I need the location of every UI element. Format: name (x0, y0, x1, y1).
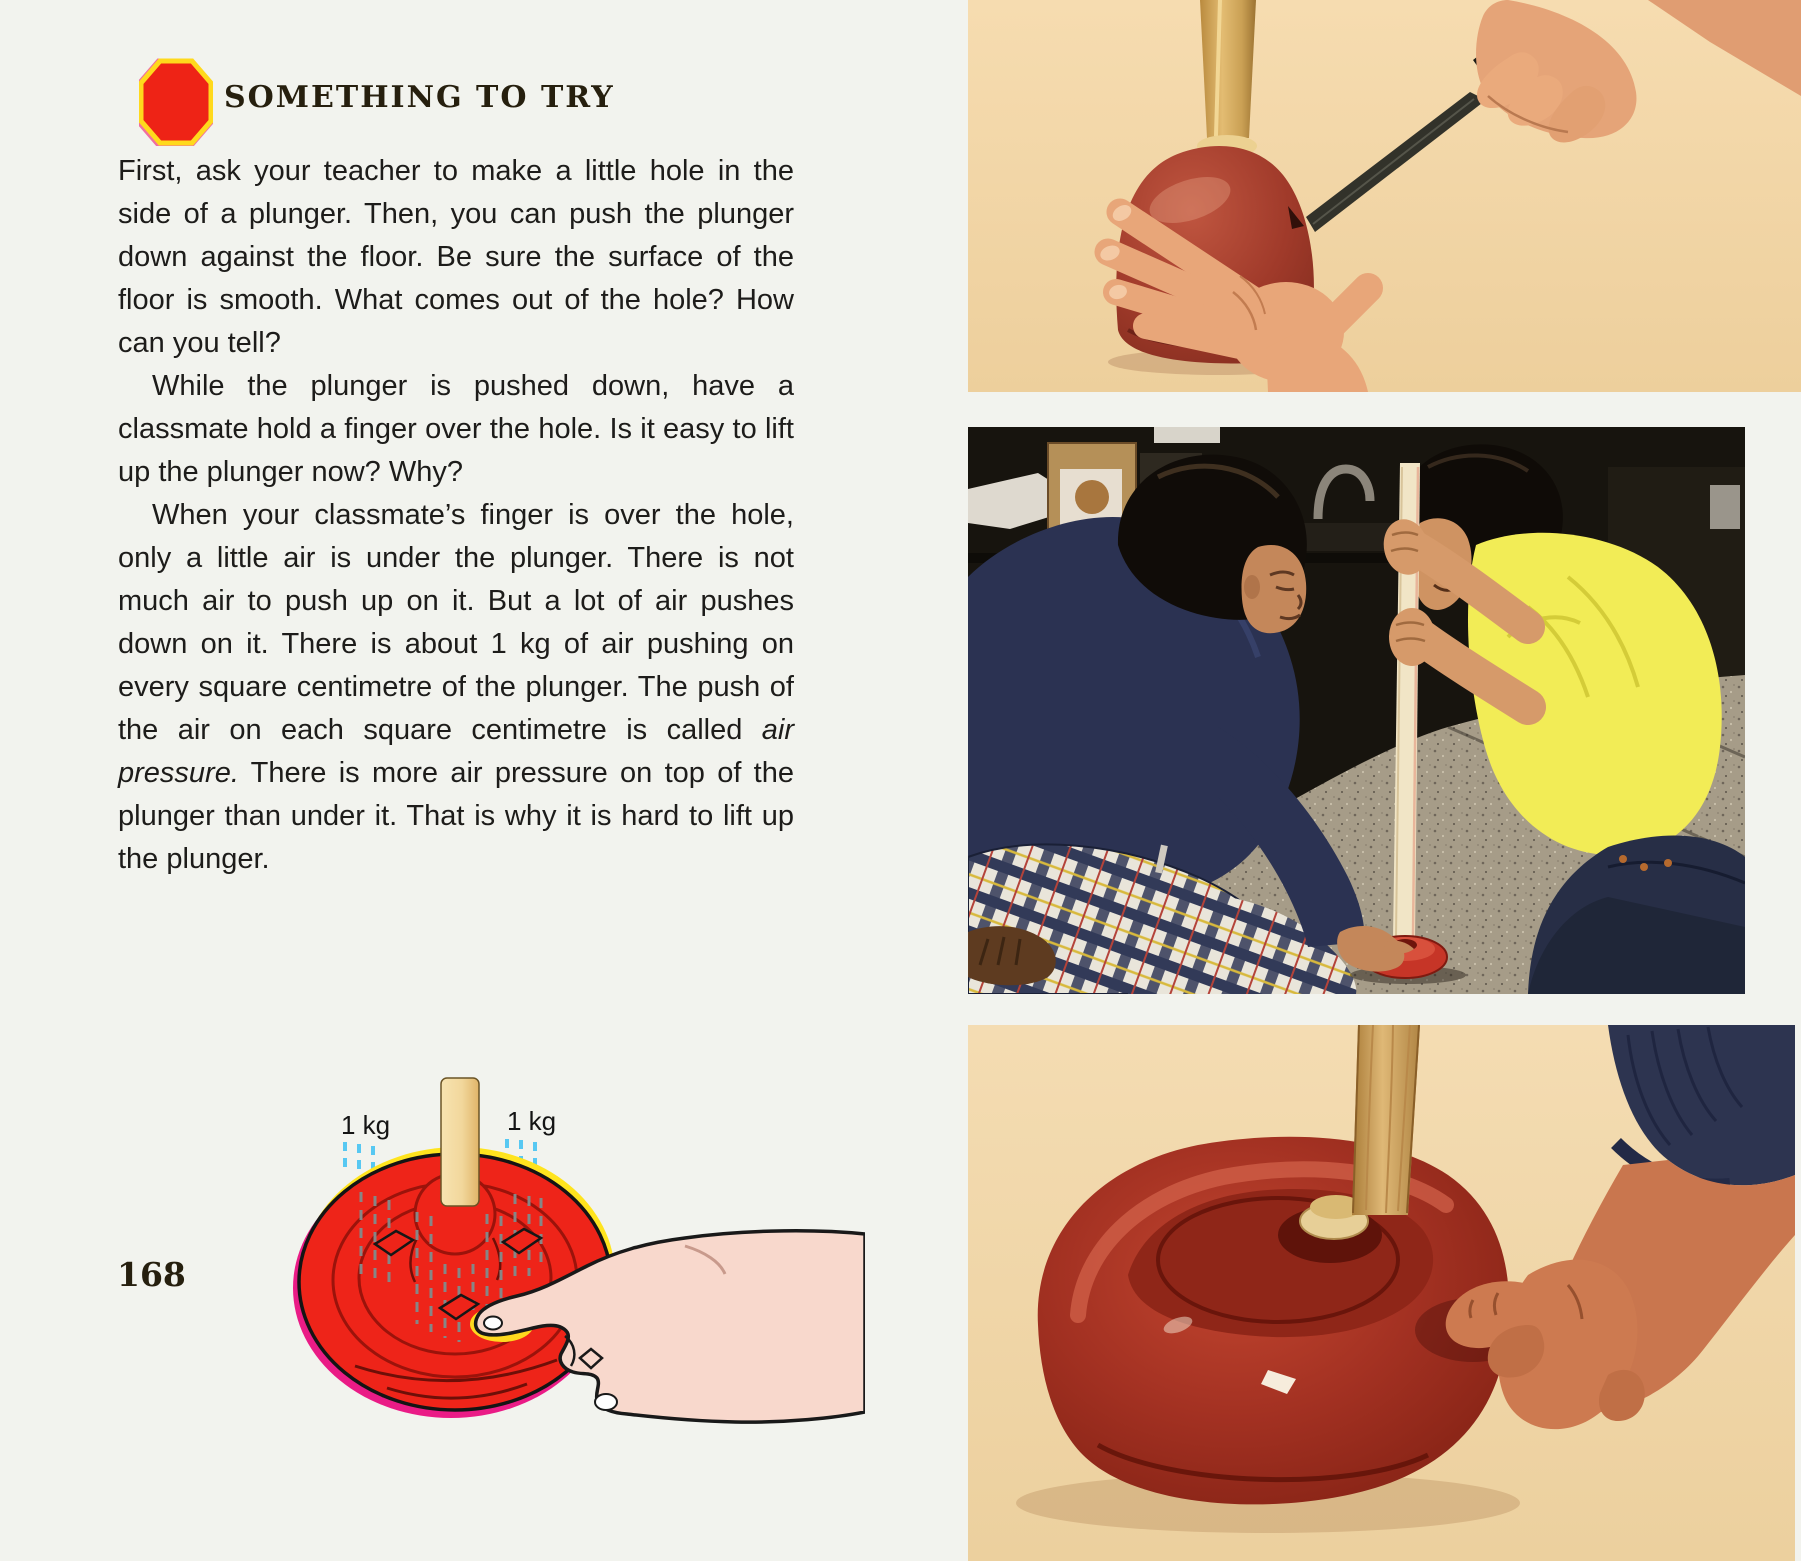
pressure-label-left: 1 kg (341, 1110, 391, 1140)
paragraphs (118, 150, 794, 881)
paragraph: While the plunger is pushed down, have a classmate hold a finger over the hole. Is it easy to lift up the plunger now? Why? (118, 370, 794, 488)
photo1-background (968, 0, 1801, 392)
paragraph: When your classmate’s finger is over the hole, only a little air is under the plunger. There is not much air to push up on it. But a lot of air pushes down on it. There is about 1 kg of air pushing on every square centimetre of the plunger. The push of the air on each square centimetre is called air pressure. There is more air pressure on top of the plunger than under it. That is why it is hard to lift up the plunger. (118, 499, 794, 875)
page-number: 168 (117, 1255, 186, 1294)
photo-cutting-hole-in-plunger (968, 0, 1801, 392)
pressure-label-right: 1 kg (507, 1106, 557, 1136)
stop-sign-icon (139, 58, 213, 146)
section-title: SOMETHING TO TRY (224, 80, 615, 115)
paragraph: First, ask your teacher to make a little hole in the side of a plunger. Then, you can push the plunger down against the floor. Be sure the surface of the floor is smooth. What comes out of the hole? How can you tell? (118, 155, 794, 359)
plunger-air-pressure-diagram (265, 1066, 865, 1438)
photo-finger-over-hole (968, 1025, 1795, 1561)
plunger-handle (441, 1078, 479, 1206)
photo-students-pushing-plunger (968, 427, 1745, 994)
